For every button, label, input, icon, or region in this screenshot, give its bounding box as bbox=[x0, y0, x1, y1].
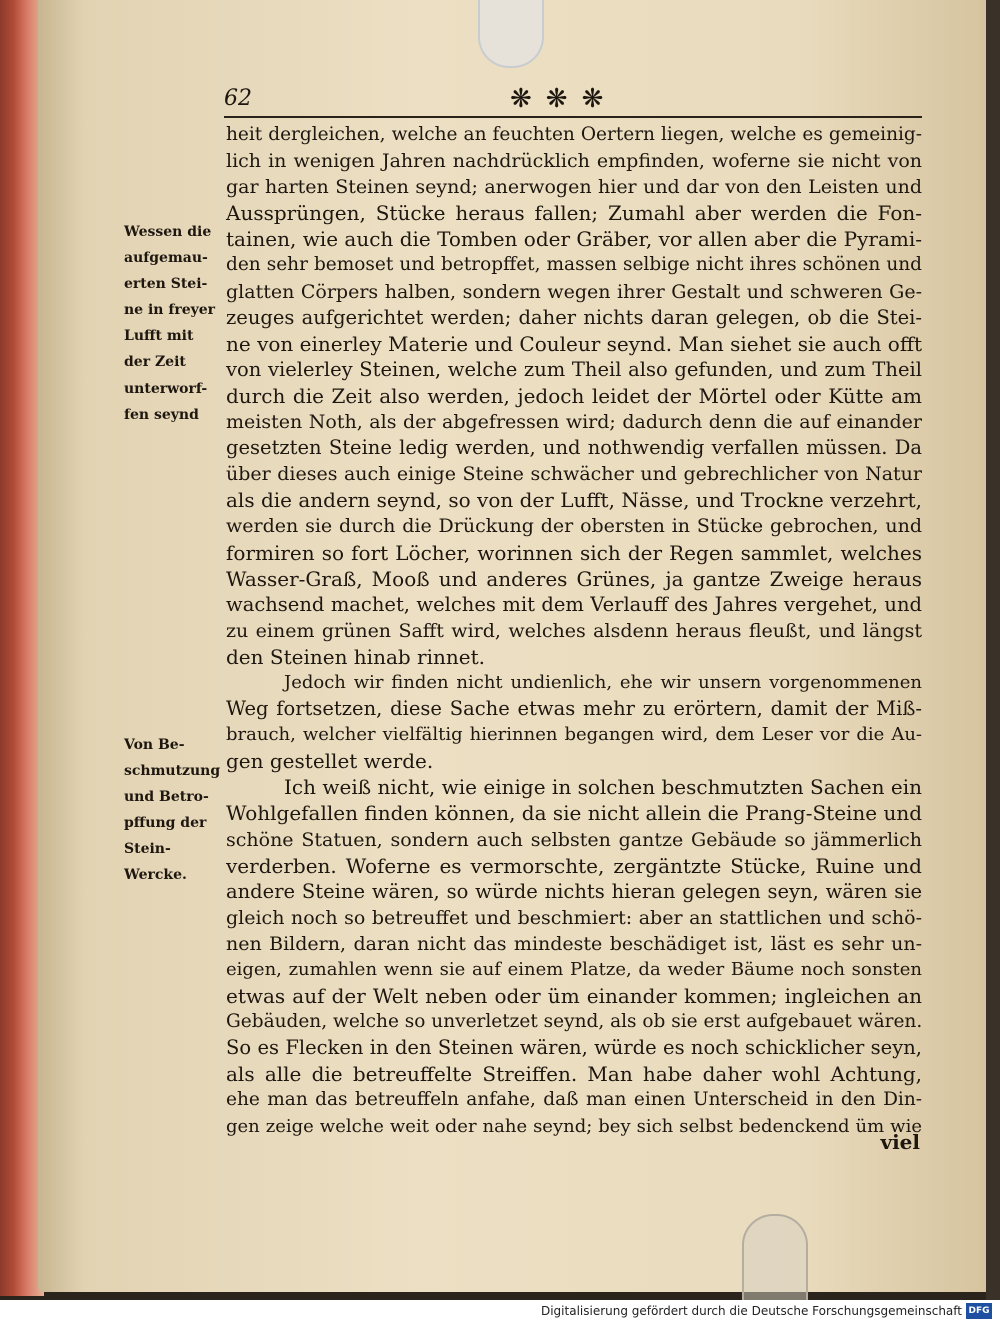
marginal-note bbox=[124, 732, 224, 889]
text-line: Wohlgefallen finden können, da sie nicht allein die Prang-Steine und bbox=[226, 801, 923, 826]
text-line: über dieses auch einige Steine schwächer und gebrechlicher von Natur bbox=[226, 463, 922, 486]
page-number: 62 bbox=[224, 86, 252, 111]
marginal-line: pffung der bbox=[124, 815, 207, 832]
text-line: Jedoch wir finden nicht undienlich, ehe wir unsern vorgenommenen bbox=[284, 671, 922, 693]
text-line: den sehr bemoset und betropffet, massen selbige nicht ihres schönen und bbox=[226, 254, 922, 276]
next-page-edge bbox=[986, 0, 1000, 1300]
text-line: als die andern seynd, so von der Lufft, Nässe, und Trockne verzehrt, bbox=[226, 488, 922, 513]
page-header bbox=[224, 86, 924, 120]
marginal-line: Wessen die bbox=[124, 224, 212, 240]
footer-bar bbox=[0, 1300, 1000, 1324]
text-line: andere Steine wären, so würde nichts hieran gelegen seyn, wären sie bbox=[226, 879, 922, 903]
text-line: gen zeige welche weit oder nahe seynd; bey sich selbst bedenckend üm wie bbox=[226, 1115, 922, 1137]
marginal-line: Wercke. bbox=[124, 867, 187, 884]
text-line: meisten Noth, als der abgefressen wird; dadurch denn die auf einander bbox=[226, 411, 922, 434]
text-line: gar harten Steinen seynd; anerwogen hier und dar von den Leisten und bbox=[226, 176, 922, 199]
text-line: zeuges aufgerichtet werden; daher nichts daran gelegen, ob die Stei- bbox=[226, 305, 922, 329]
funding-credit: Digitalisierung gefördert durch die Deutsche Forschungsgemeinschaft bbox=[540, 1304, 962, 1318]
marginal-line: Stein- bbox=[124, 841, 171, 858]
text-line: gleich noch so betreuffet und beschmiert: aber an stattlichen und schö- bbox=[226, 906, 922, 929]
text-line: nen Bildern, daran nicht das mindeste beschädiget ist, läst es sehr un- bbox=[226, 932, 922, 955]
text-line: Gebäuden, welche so unverletzet seynd, als ob sie erst aufgebauet wären. bbox=[226, 1011, 923, 1033]
text-line: Aussprüngen, Stücke heraus fallen; Zumahl aber werden die Fon- bbox=[226, 201, 922, 226]
text-line: ne von einerley Materie und Couleur seynd. Man siehet sie auch offt bbox=[226, 331, 923, 356]
marginal-line: Von Be- bbox=[124, 737, 185, 753]
text-line: tainen, wie auch die Tomben oder Gräber, vor allen aber die Pyrami- bbox=[226, 227, 922, 252]
text-line: formiren so fort Löcher, worinnen sich der Regen sammlet, welches bbox=[226, 540, 922, 565]
main-text bbox=[226, 122, 922, 1140]
marginal-line: erten Stei- bbox=[124, 276, 208, 293]
text-line: gesetzten Steine ledig werden, und nothwendig verfallen müssen. Da bbox=[226, 436, 922, 460]
text-line: von vielerley Steinen, welche zum Theil also gefunden, und zum Theil bbox=[226, 357, 922, 381]
text-line: So es Flecken in den Steinen wären, würde es noch schicklicher seyn, bbox=[226, 1036, 922, 1060]
header-rule bbox=[224, 116, 922, 118]
marginal-line: und Betro- bbox=[124, 789, 209, 806]
text-line: als alle die betreuffelte Streiffen. Man habe daher wohl Achtung, bbox=[226, 1062, 922, 1087]
text-line: lich in wenigen Jahren nachdrücklich empfinden, woferne sie nicht von bbox=[226, 150, 922, 173]
text-line: Ich weiß nicht, wie einige in solchen beschmutzten Sachen ein bbox=[284, 775, 922, 800]
text-line: glatten Cörpers halben, sondern wegen ihrer Gestalt und schweren Ge- bbox=[226, 280, 922, 303]
text-line: verderben. Woferne es vermorschte, zergäntzte Stücke, Ruine und bbox=[226, 853, 922, 878]
catchword: viel bbox=[880, 1130, 920, 1154]
page-clip-top bbox=[478, 0, 544, 68]
text-line: brauch, welcher vielfältig hierinnen begangen wird, dem Leser vor die Au- bbox=[226, 724, 922, 746]
text-line: den Steinen hinab rinnet. bbox=[226, 644, 485, 669]
text-line: wachsend machet, welches mit dem Verlauff des Jahres vergehet, und bbox=[226, 592, 922, 616]
marginal-line: ne in freyer bbox=[124, 302, 216, 319]
text-line: werden sie durch die Drückung der obersten in Stücke gebrochen, und bbox=[226, 515, 922, 538]
text-line: etwas auf der Welt neben oder üm einander kommen; ingleichen an bbox=[226, 984, 922, 1009]
marginal-line: Lufft mit bbox=[124, 328, 194, 345]
text-line: ehe man das betreuffeln anfahe, daß man einen Unterscheid in den Din- bbox=[226, 1089, 922, 1111]
text-line: gen gestellet werde. bbox=[226, 749, 434, 774]
marginal-line: aufgemau- bbox=[124, 250, 208, 267]
text-line: Weg fortsetzen, diese Sache etwas mehr zu erörtern, damit der Miß- bbox=[226, 697, 922, 721]
text-line: schöne Statuen, sondern auch selbsten gantze Gebäude so jämmerlich bbox=[226, 828, 922, 851]
ornament-icon: ❋❋❋ bbox=[510, 84, 618, 114]
text-line: durch die Zeit also werden, jedoch leidet der Mörtel oder Kütte am bbox=[226, 383, 922, 408]
dfg-logo-icon: DFG bbox=[966, 1303, 992, 1319]
marginal-line: der Zeit bbox=[124, 354, 186, 371]
text-line: zu einem grünen Safft wird, welches alsdenn heraus fleußt, und längst bbox=[226, 619, 922, 642]
text-line: heit dergleichen, welche an feuchten Oertern liegen, welche es gemeinig- bbox=[226, 124, 922, 145]
marginal-line: fen seynd bbox=[124, 406, 199, 423]
text-line: Wasser-Graß, Mooß und anderes Grünes, ja gantze Zweige heraus bbox=[226, 566, 922, 591]
marginal-line: schmutzung bbox=[124, 763, 221, 780]
page-clip-bottom bbox=[742, 1214, 808, 1300]
marginal-line: unterworf- bbox=[124, 380, 208, 397]
text-line: eigen, zumahlen wenn sie auf einem Platze, da weder Bäume noch sonsten bbox=[226, 959, 922, 980]
marginal-note bbox=[124, 219, 224, 428]
